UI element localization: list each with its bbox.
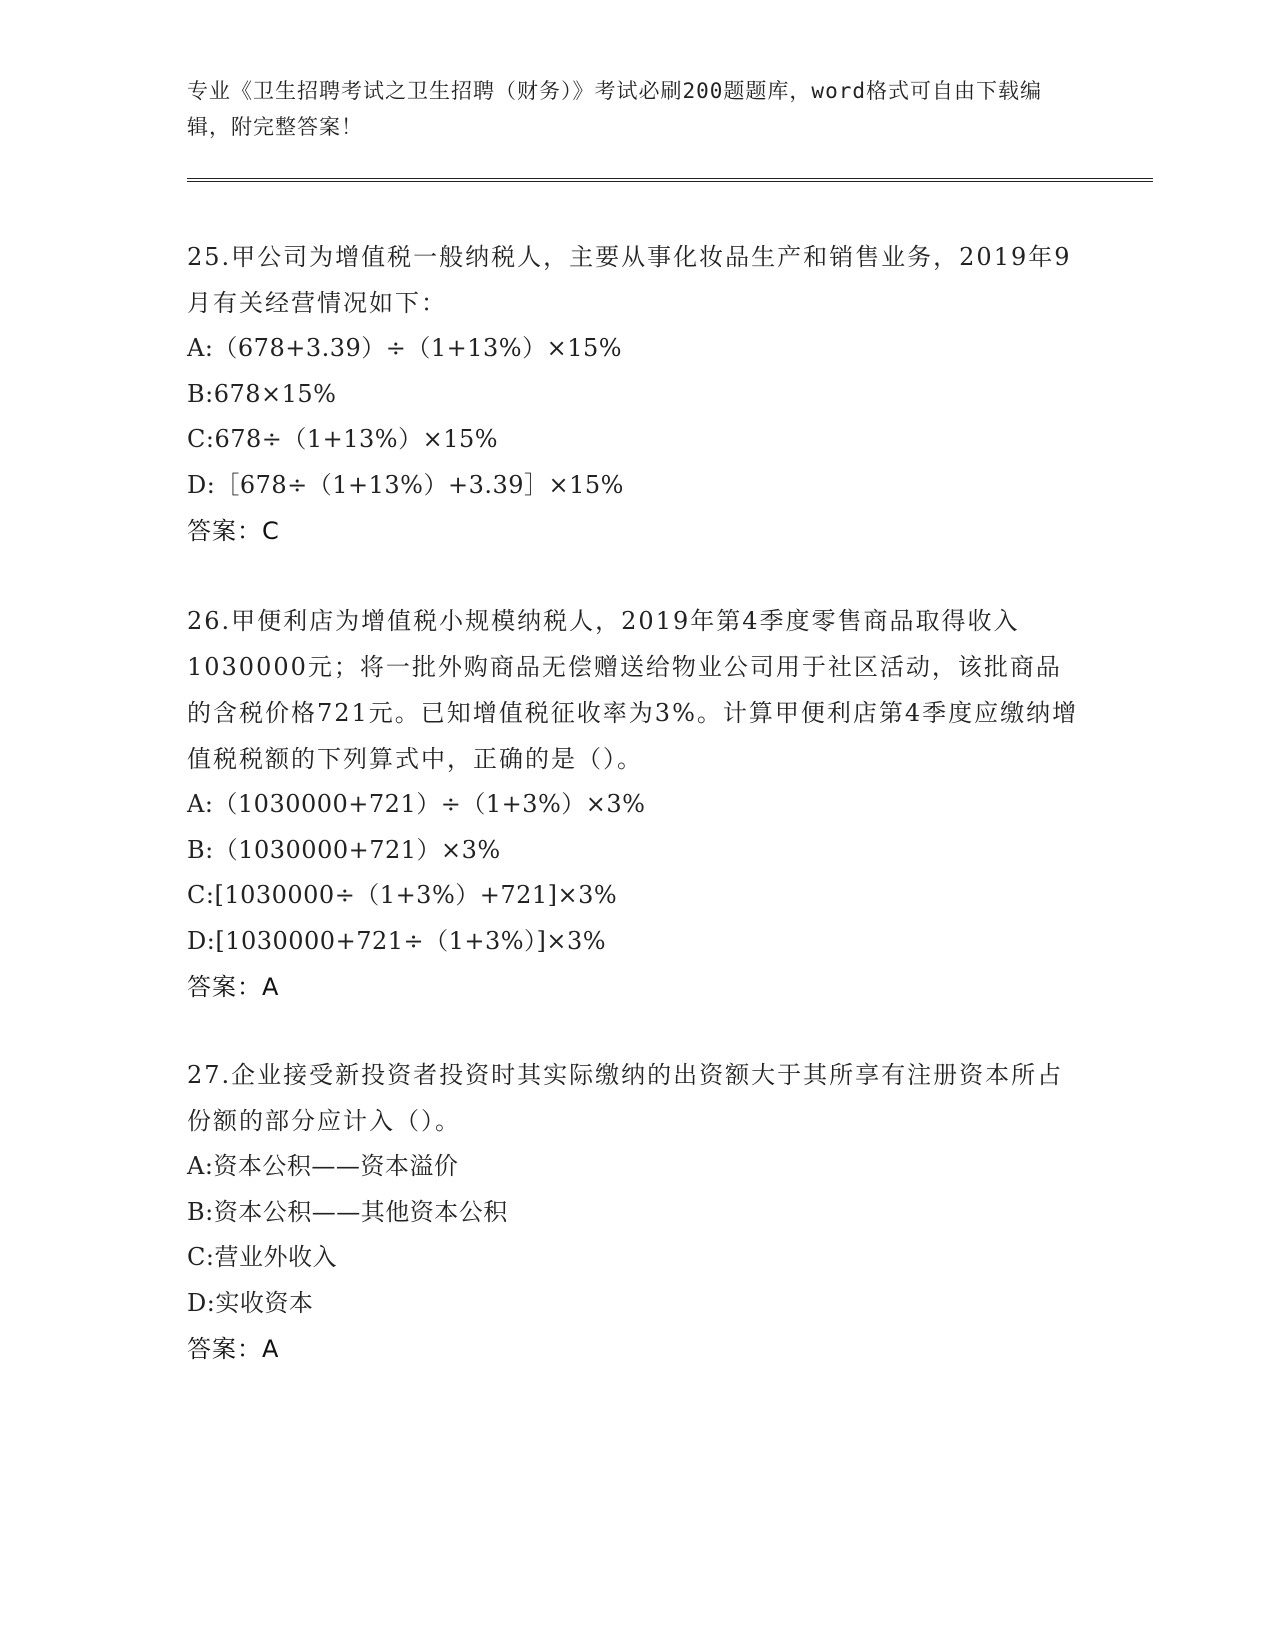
header-divider [187,178,1153,182]
answer: 答案：A [187,1335,280,1363]
option-b: B:（1030000+721）×3% [187,835,501,864]
option-a: A:资本公积——资本溢价 [187,1152,459,1180]
option-c: C:678÷（1+13%）×15% [187,425,499,453]
answer: 答案：A [187,973,280,1001]
option-d: D:［678÷（1+13%）+3.39］×15% [187,470,624,499]
question-stem: 26.甲便利店为增值税小规模纳税人，2019年第4季度零售商品取得收入1030000元；将一批外购商品无偿赠送给物业公司用于社区活动，该批商品的含税价格721元。已知增值税征收率为3%。计算甲便利店第4季度应缴纳增值税税额的下列算式中，正确的是（）。 [187,607,1079,773]
option-d: D:[1030000+721÷（1+3%）]×3% [187,926,607,955]
question-27 [187,1052,1087,1372]
answer: 答案：C [187,517,280,545]
question-stem: 25.甲公司为增值税一般纳税人，主要从事化妆品生产和销售业务，2019年9月有关经营情况如下： [187,243,1072,317]
option-d: D:实收资本 [187,1288,314,1317]
header-intro: 专业《卫生招聘考试之卫生招聘（财务）》考试必刷200题题库，word格式可自由下载编辑，附完整答案！ [187,79,1042,139]
option-b: B:资本公积——其他资本公积 [187,1197,508,1226]
option-b: B:678×15% [187,379,337,408]
question-stem: 27.企业接受新投资者投资时其实际缴纳的出资额大于其所享有注册资本所占份额的部分应计入（）。 [187,1061,1064,1135]
option-a: A:（678+3.39）÷（1+13%）×15% [187,334,623,362]
question-26 [187,598,1087,1010]
option-a: A:（1030000+721）÷（1+3%）×3% [187,790,646,818]
option-c: C:营业外收入 [187,1243,337,1271]
question-25 [187,234,1087,554]
option-c: C:[1030000÷（1+3%）+721]×3% [187,881,618,909]
